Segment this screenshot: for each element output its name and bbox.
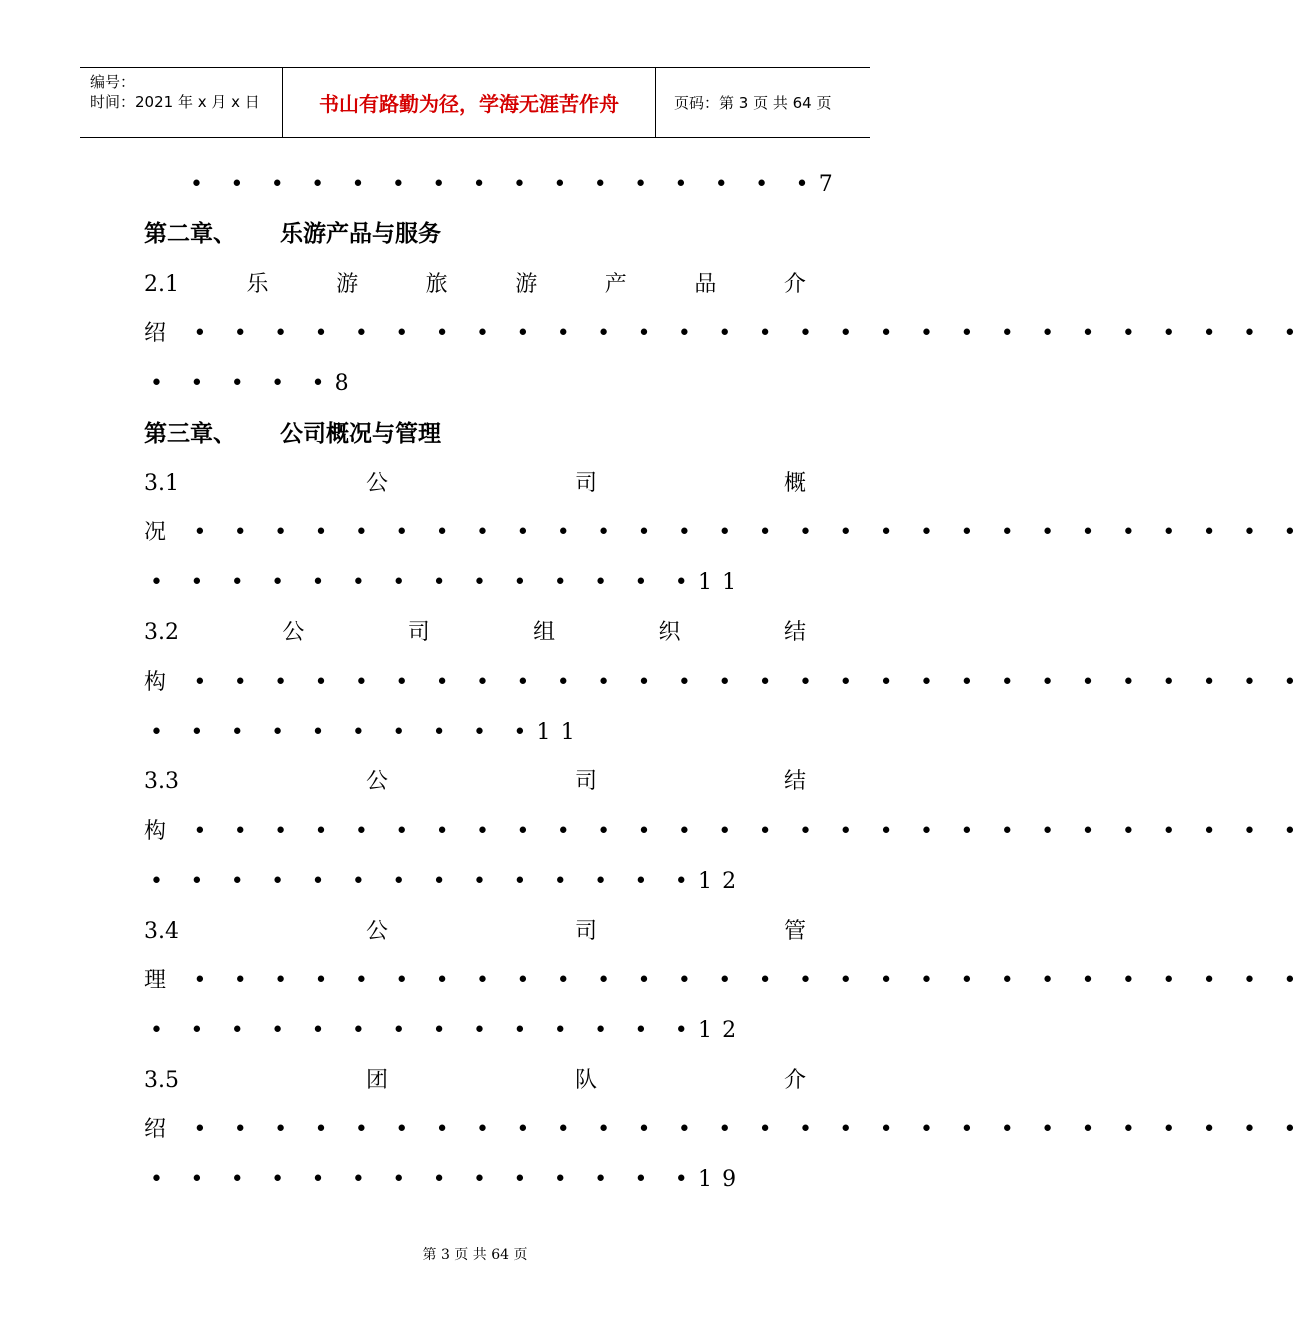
- section-title-char: 织: [658, 620, 681, 645]
- toc-entry-3-2: [144, 616, 806, 650]
- chapter-title: 乐游产品与服务: [280, 221, 441, 247]
- section-title-char: 结: [783, 620, 806, 645]
- toc-leader: • • • • • • • • • • • • • • • •7: [190, 172, 843, 197]
- toc-line: [144, 516, 1307, 550]
- toc-line: [144, 1113, 1307, 1147]
- toc-page-number: • • • • • • • • • • • • • •11: [150, 570, 747, 595]
- toc-line: [150, 865, 812, 899]
- section-title-char: 团: [365, 1068, 388, 1093]
- toc-page-number: • • • • •8: [150, 371, 359, 396]
- toc-entry-3-1: [144, 467, 806, 501]
- section-title-char: 游: [336, 272, 359, 297]
- toc-leader: 况 • • • • • • • • • • • • • • • • • • • • • • • • • • • •: [144, 520, 1307, 545]
- section-title-char: 乐: [246, 272, 269, 297]
- toc-line: [144, 964, 1307, 998]
- section-number: 3.4: [144, 919, 179, 944]
- toc-page-number: • • • • • • • • • • • • • •19: [150, 1167, 747, 1192]
- section-title-char: 品: [694, 272, 717, 297]
- section-title-char: 公: [365, 919, 388, 944]
- chapter-number: 第三章、: [144, 421, 236, 447]
- toc-line: [150, 1163, 812, 1197]
- header-motto: 书山有路勤为径，学海无涯苦作舟: [282, 68, 656, 137]
- section-title-char: 概: [783, 471, 806, 496]
- section-title-char: 旅: [425, 272, 448, 297]
- toc-line: [150, 1014, 812, 1048]
- toc-leader: 绍 • • • • • • • • • • • • • • • • • • • • • • • • • • • •: [144, 1117, 1307, 1142]
- toc-entry-3-5: [144, 1064, 806, 1098]
- toc-line: [150, 367, 812, 401]
- toc-page-number: • • • • • • • • • • • • • •12: [150, 869, 747, 894]
- toc-line: [144, 815, 1307, 849]
- toc-chapter-3: [144, 417, 806, 451]
- toc-chapter-2: [144, 217, 806, 251]
- section-number: 3.2: [144, 620, 179, 645]
- toc-line: [144, 317, 1307, 351]
- toc-entry-2-1: [144, 268, 806, 302]
- toc-leader: 绍 • • • • • • • • • • • • • • • • • • • • • • • • • • • •: [144, 321, 1307, 346]
- section-title-char: 产: [604, 272, 627, 297]
- section-title-char: 司: [574, 471, 597, 496]
- section-title-char: 介: [783, 272, 806, 297]
- section-number: 2.1: [144, 272, 179, 297]
- section-title-char: 司: [574, 919, 597, 944]
- chapter-title: 公司概况与管理: [280, 421, 441, 447]
- toc-line: [190, 168, 843, 202]
- toc-leader: 构 • • • • • • • • • • • • • • • • • • • • • • • • • • • •: [144, 670, 1307, 695]
- header-page-info: [664, 68, 870, 137]
- section-title-char: 管: [783, 919, 806, 944]
- chapter-number: 第二章、: [144, 221, 236, 247]
- toc-page-number: • • • • • • • • • • • • • •12: [150, 1018, 747, 1043]
- section-number: 3.1: [144, 471, 179, 496]
- section-title-char: 队: [574, 1068, 597, 1093]
- document-number-label: 编号：: [90, 73, 136, 91]
- section-title-char: 组: [533, 620, 556, 645]
- page-info-text: 页码：第 3 页 共 64 页: [674, 94, 832, 112]
- section-title-char: 公: [365, 471, 388, 496]
- toc-line: [150, 566, 812, 600]
- page-footer: 第 3 页 共 64 页: [422, 1247, 528, 1263]
- toc-leader: 构 • • • • • • • • • • • • • • • • • • • • • • • • • • • •: [144, 819, 1307, 844]
- toc-leader: 理 • • • • • • • • • • • • • • • • • • • • • • • • • • • •: [144, 968, 1307, 993]
- header-meta-cell: [80, 68, 282, 137]
- toc-entry-3-4: [144, 915, 806, 949]
- section-title-char: 司: [407, 620, 430, 645]
- page-header: [80, 67, 870, 138]
- document-date: 时间：2021 年 x 月 x 日: [90, 93, 260, 111]
- toc-entry-3-3: [144, 765, 806, 799]
- section-number: 3.5: [144, 1068, 179, 1093]
- section-number: 3.3: [144, 769, 179, 794]
- section-title-char: 公: [282, 620, 305, 645]
- section-title-char: 介: [783, 1068, 806, 1093]
- section-title-char: 游: [515, 272, 538, 297]
- toc-line: [150, 716, 812, 750]
- section-title-char: 司: [574, 769, 597, 794]
- toc-line: [144, 666, 1307, 700]
- toc-page-number: • • • • • • • • • •11: [150, 720, 585, 745]
- section-title-char: 结: [783, 769, 806, 794]
- section-title-char: 公: [365, 769, 388, 794]
